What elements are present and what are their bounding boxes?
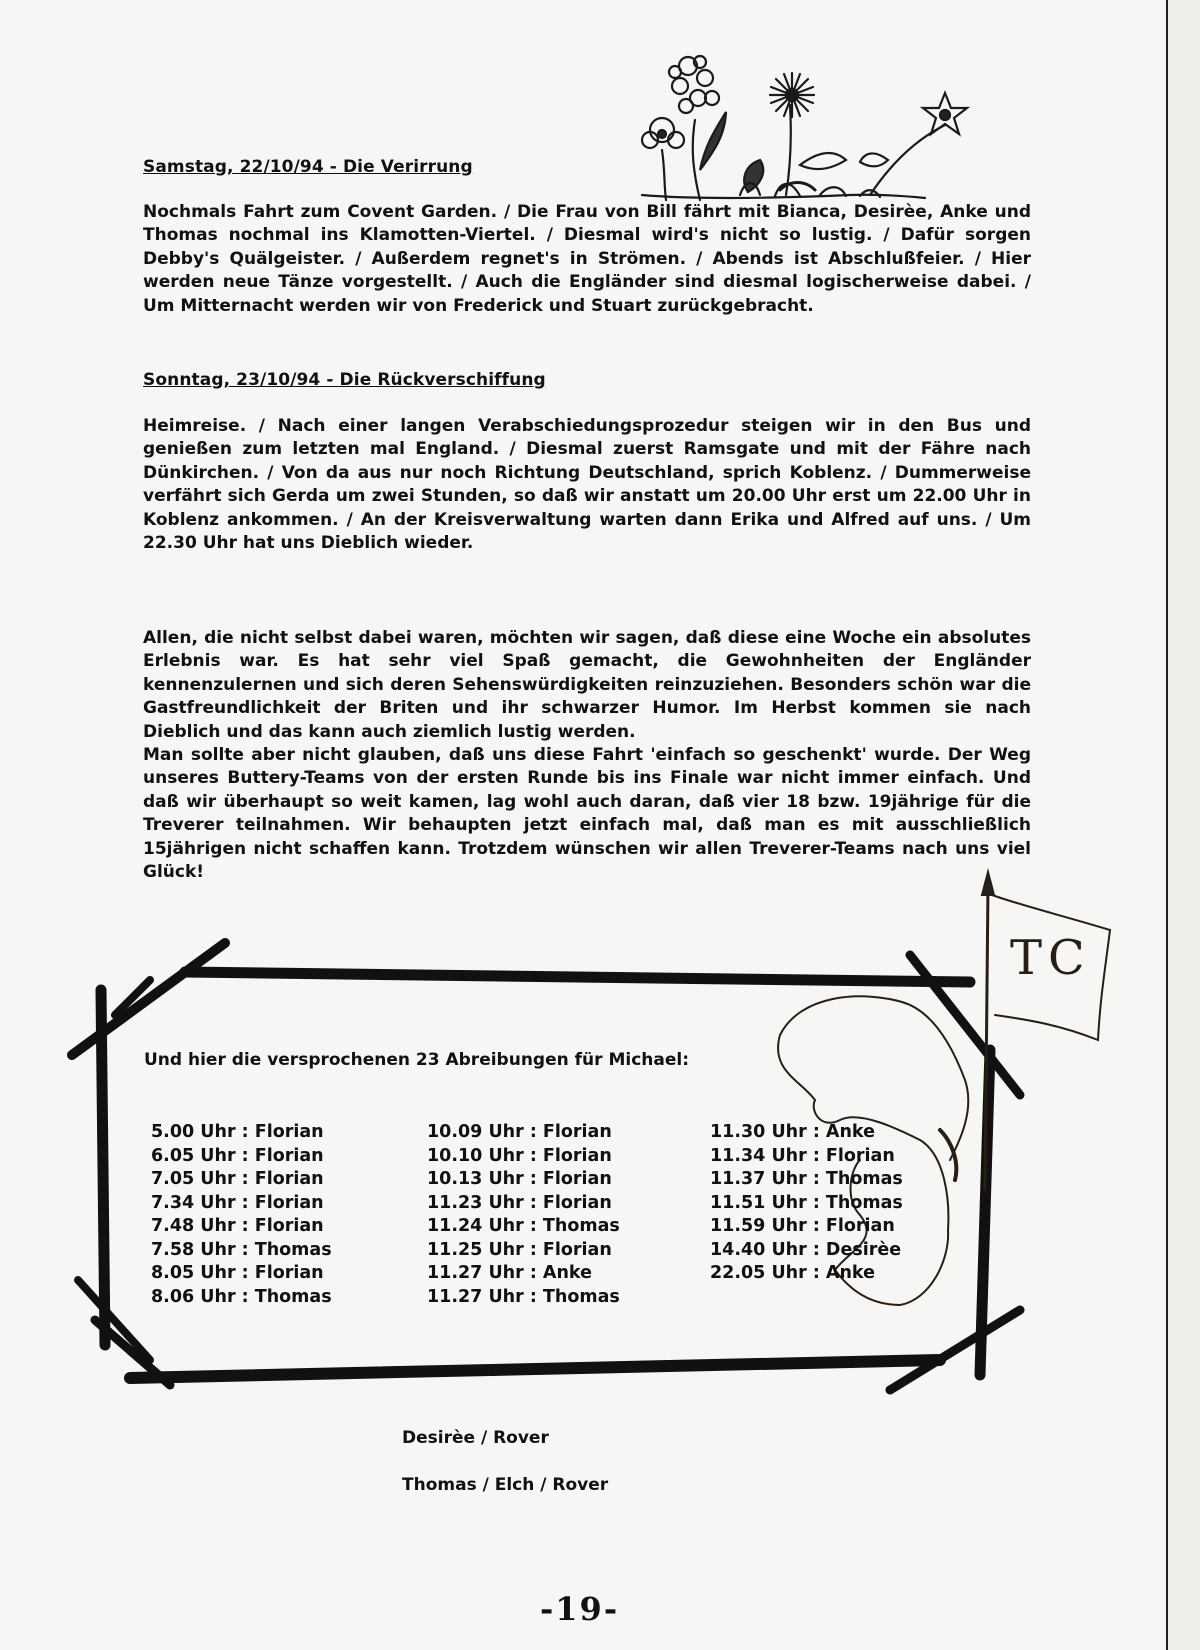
signature-thomas: Thomas / Elch / Rover	[402, 1475, 609, 1495]
schedule-entry: 22.05 Uhr : Anke	[710, 1263, 875, 1283]
schedule-entry: 11.34 Uhr : Florian	[710, 1145, 895, 1166]
page-number: -19-	[540, 1590, 620, 1628]
section-text-sunday: Heimreise. / Nach einer langen Verabschiedungsprozedur steigen wir in den Bus und genießen zum letzten mal England. / Diesmal zuerst Ramsgate und mit der Fähre nach Dünkirchen. / Von da aus nur noch Richtung Deutschland, sprich Koblenz. / Dummerweise verfährt sich Gerda um zwei Stunden, so daß wir anstatt um 20.00 Uhr erst um 22.00 Uhr in Koblenz ankommen. / An der Kreisverwaltung warten dann Erika und Alfred auf uns. / Um 22.30 Uhr hat uns Dieblich wieder.	[143, 416, 1031, 554]
schedule-entry: 11.30 Uhr : Anke	[710, 1122, 875, 1142]
schedule-entry: 5.00 Uhr : Florian	[151, 1122, 324, 1142]
schedule-entry: 8.05 Uhr : Florian	[151, 1263, 324, 1283]
schedule-entry: 6.05 Uhr : Florian	[151, 1145, 324, 1166]
section-heading-sunday: Sonntag, 23/10/94 - Die Rückverschiffung	[143, 370, 546, 390]
schedule-entry: 7.05 Uhr : Florian	[151, 1169, 324, 1189]
section-heading-saturday: Samstag, 22/10/94 - Die Verirrung	[143, 157, 473, 177]
closing-text	[143, 627, 1031, 884]
box-title: Und hier die versprochenen 23 Abreibungen für Michael:	[144, 1050, 689, 1070]
schedule-entry: 11.23 Uhr : Florian	[427, 1192, 612, 1213]
schedule-entry: 10.13 Uhr : Florian	[427, 1169, 612, 1189]
schedule-entry: 8.06 Uhr : Thomas	[151, 1286, 332, 1307]
schedule-entry: 11.24 Uhr : Thomas	[427, 1216, 620, 1236]
flag-label: TC	[1010, 930, 1091, 986]
schedule-column-2	[427, 1121, 620, 1309]
schedule-entry: 11.27 Uhr : Thomas	[427, 1286, 620, 1307]
schedule-entry: 11.25 Uhr : Florian	[427, 1239, 612, 1260]
closing-paragraph-1: Allen, die nicht selbst dabei waren, möchten wir sagen, daß diese eine Woche ein absolutes Erlebnis war. Es hat sehr viel Spaß gemacht, die Gewohnheiten der Engländer kennenzulernen und sich deren Sehenswürdigkeiten reinzuziehen. Besonders schön war die Gastfreundlichkeit der Briten und ihr schwarzer Humor. Im Herbst kommen sie nach Dieblich und das kann auch ziemlich lustig werden.	[143, 628, 1031, 742]
schedule-entry: 7.58 Uhr : Thomas	[151, 1239, 332, 1260]
signature-desiree: Desirèe / Rover	[402, 1428, 549, 1448]
section-text-saturday: Nochmals Fahrt zum Covent Garden. / Die Frau von Bill fährt mit Bianca, Desirèe, Anke und Thomas nochmal ins Klamotten-Viertel. / Diesmal wird's nicht so lustig. / Dafür sorgen Debby's Quälgeister. / Außerdem regnet's in Strömen. / Abends ist Abschlußfeier. / Hier werden neue Tänze vorgestellt. / Auch die Engländer sind diesmal logischerweise dabei. / Um Mitternacht werden wir von Frederick und Stuart zurückgebracht.	[143, 202, 1031, 316]
schedule-entry: 10.10 Uhr : Florian	[427, 1145, 612, 1166]
schedule-entry: 7.48 Uhr : Florian	[151, 1216, 324, 1236]
schedule-entry: 11.27 Uhr : Anke	[427, 1263, 592, 1283]
schedule-entry: 11.59 Uhr : Florian	[710, 1216, 895, 1236]
schedule-column-3	[710, 1121, 903, 1286]
schedule-entry: 11.51 Uhr : Thomas	[710, 1192, 903, 1213]
schedule-entry: 7.34 Uhr : Florian	[151, 1192, 324, 1213]
schedule-column-1	[151, 1121, 332, 1309]
schedule-entry: 14.40 Uhr : Desirèe	[710, 1239, 902, 1260]
schedule-entry: 10.09 Uhr : Florian	[427, 1122, 612, 1142]
flower-doodle-icon	[642, 56, 967, 200]
closing-paragraph-2: Man sollte aber nicht glauben, daß uns diese Fahrt 'einfach so geschenkt' wurde. Der Weg unseres Buttery-Teams von der ersten Runde bis ins Finale war nicht immer einfach. Und daß wir überhaupt so weit kamen, lag wohl auch daran, daß vier 18 bzw. 19jährige für die Treverer teilnahmen. Wir behaupten jetzt einfach mal, daß man es mit ausschließlich 15jährigen nicht schaffen kann. Trotzdem wünschen wir allen Treverer-Teams nach uns viel Glück!	[143, 745, 1031, 883]
schedule-entry: 11.37 Uhr : Thomas	[710, 1169, 903, 1189]
